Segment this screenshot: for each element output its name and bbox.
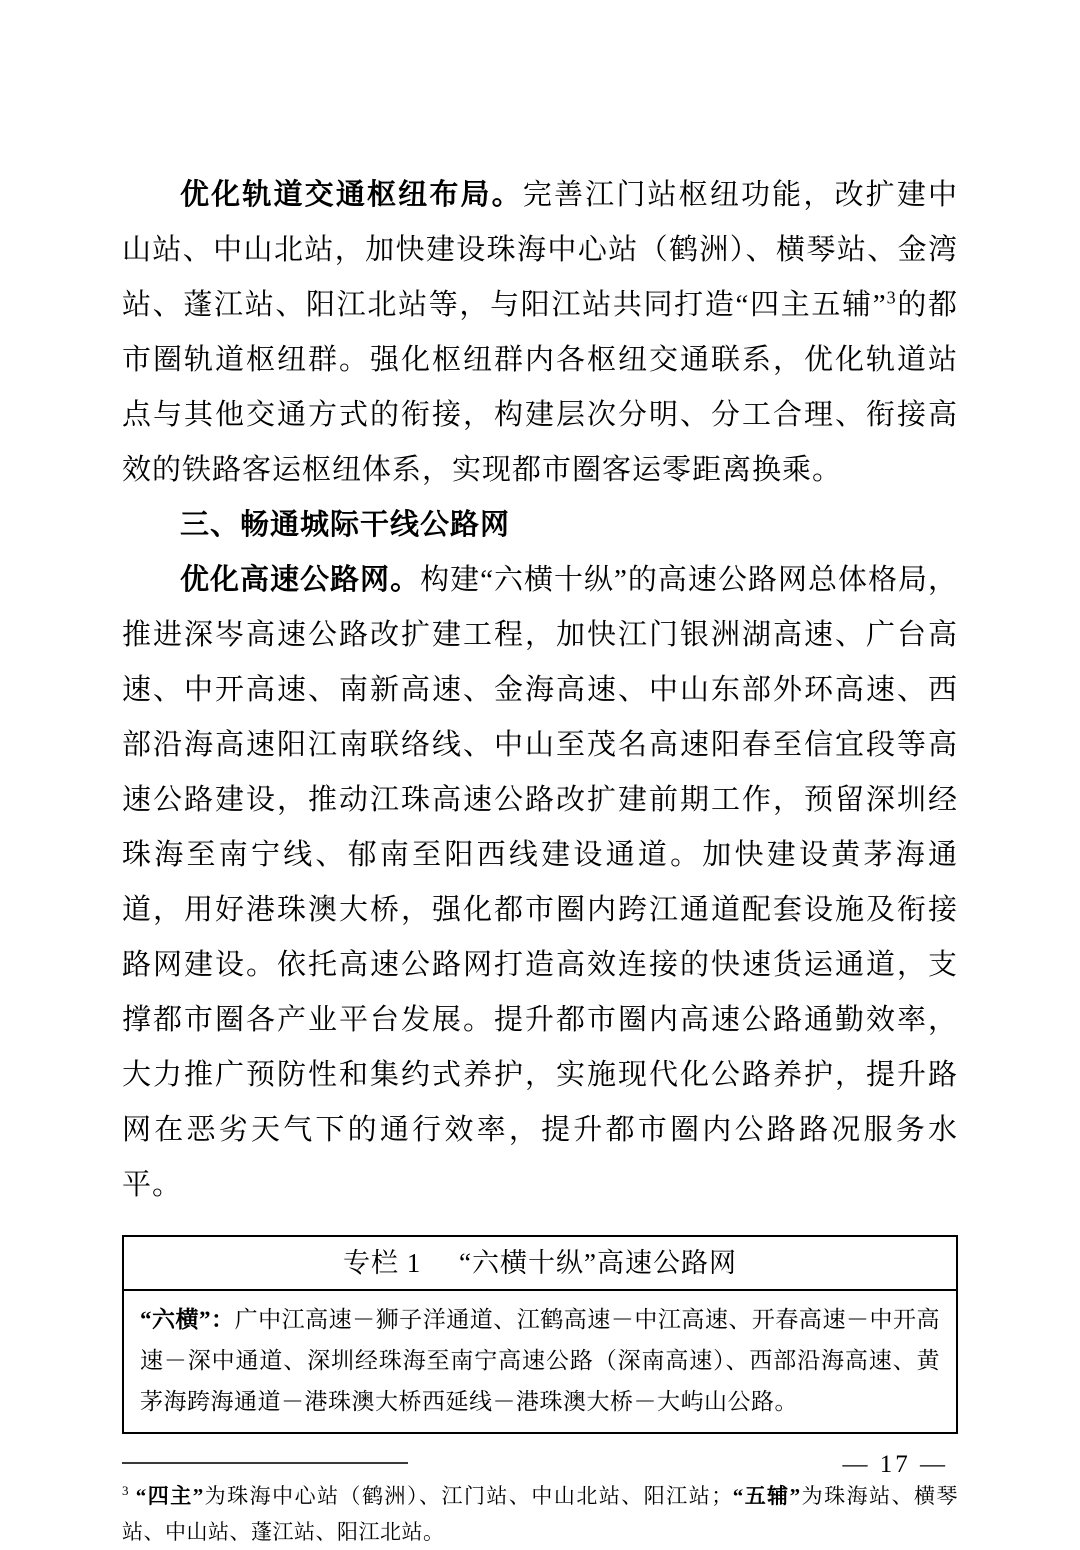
footnote-divider bbox=[122, 1462, 408, 1464]
section-heading: 三、畅通城际干线公路网 bbox=[180, 509, 511, 541]
page-number: — 17 — bbox=[842, 1451, 948, 1478]
paragraph-highway-lead: 优化高速公路网。 bbox=[180, 564, 421, 596]
paragraph-highway bbox=[122, 553, 958, 1213]
footnote bbox=[122, 1462, 958, 1550]
column-box-text: 广中江高速－狮子洋通道、江鹤高速－中江高速、开春高速－中开高速－深中通道、深圳经珠海至南宁高速公路（深南高速）、西部沿海高速、黄茅海跨海通道－港珠澳大桥西延线－港珠澳大桥－大屿山公路。 bbox=[140, 1307, 941, 1414]
footnote-ref-3: 3 bbox=[886, 287, 897, 308]
paragraph-rail-hub-text: 完善江门站枢纽功能，改扩建中山站、中山北站，加快建设珠海中心站（鹤洲）、横琴站、金湾站、蓬江站、阳江北站等，与阳江站共同打造“四主五辅” bbox=[122, 179, 958, 321]
column-box-title bbox=[124, 1237, 956, 1291]
footnote-text-2: 为珠海站、横琴站、中山站、蓬江站、阳江北站。 bbox=[122, 1484, 959, 1544]
column-box-label: 专栏 1 bbox=[342, 1248, 422, 1278]
column-box-title-text: “六横十纵”高速公路网 bbox=[459, 1248, 737, 1278]
footnote-marker-3: 3 bbox=[122, 1483, 130, 1498]
column-box-body bbox=[124, 1291, 956, 1432]
footnote-term-2: “五辅” bbox=[732, 1484, 801, 1508]
paragraph-rail-hub bbox=[122, 168, 958, 498]
footnote-text-1: 为珠海中心站（鹤洲）、江门站、中山北站、阳江站； bbox=[203, 1484, 733, 1508]
paragraph-highway-text: 构建“六横十纵”的高速公路网总体格局，推进深岑高速公路改扩建工程，加快江门银洲湖高速、广台高速、中开高速、南新高速、金海高速、中山东部外环高速、西部沿海高速阳江南联络线、中山至茂名高速阳春至信宜段等高速公路建设，推动江珠高速公路改扩建前期工作，预留深圳经珠海至南宁线、郁南至阳西线建设通道。加快建设黄茅海通道，用好港珠澳大桥，强化都市圈内跨江通道配套设施及衔接路网建设。依托高速公路网打造高效连接的快速货运通道，支撑都市圈各产业平台发展。提升都市圈内高速公路通勤效率，大力推广预防性和集约式养护，实施现代化公路养护，提升路网在恶劣天气下的通行效率，提升都市圈内公路路况服务水平。 bbox=[122, 564, 958, 1201]
footnote-term-1: “四主” bbox=[135, 1484, 204, 1508]
paragraph-rail-hub-text-2: 的都市圈轨道枢纽群。强化枢纽群内各枢纽交通联系，优化轨道站点与其他交通方式的衔接，构建层次分明、分工合理、衔接高效的铁路客运枢纽体系，实现都市圈客运零距离换乘。 bbox=[122, 289, 958, 486]
column-box bbox=[122, 1235, 958, 1434]
footnote-text bbox=[122, 1478, 958, 1550]
paragraph-rail-hub-lead: 优化轨道交通枢纽布局。 bbox=[180, 179, 523, 211]
column-box-lead: “六横”： bbox=[140, 1307, 235, 1332]
